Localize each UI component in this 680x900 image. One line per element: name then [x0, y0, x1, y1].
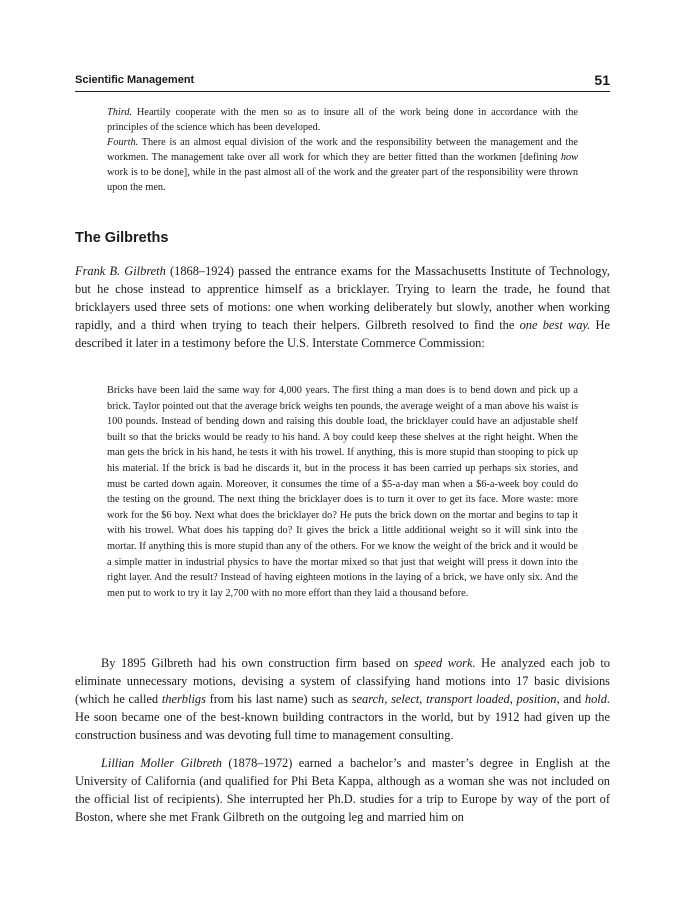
- one-best-way: one best way.: [519, 318, 591, 332]
- para2-text-b: He analyzed each job to eliminate unnecessary motions, devising a system of classifying hand motions into 17 basic divisions (which he called: [75, 656, 610, 706]
- term-hold: hold: [584, 692, 607, 706]
- lillian-name: Lillian Moller Gilbreth: [101, 756, 223, 770]
- sep4: , and: [556, 692, 585, 706]
- para2-text-a: By 1895 Gilbreth had his own construction firm based on: [101, 656, 414, 670]
- quote-third-paragraph: [107, 105, 578, 135]
- fourth-text-b: work is to be done], while in the past almost all of the work and the greater part of the responsibility were thrown upon the men.: [107, 167, 578, 193]
- speed-work: speed work.: [413, 656, 476, 670]
- sep1: ,: [384, 692, 392, 706]
- term-transport-loaded: transport loaded: [426, 692, 510, 706]
- term-position: position: [516, 692, 557, 706]
- fourth-text-a: There is an almost equal division of the work and the responsibility between the management and the workmen. The management take over all work for which they are better fitted than the workmen [defining: [107, 137, 578, 163]
- paragraph-frank-gilbreth: [75, 262, 610, 352]
- header-rule: [75, 91, 610, 92]
- para1-text-b: He described it later in a testimony before the U.S. Interstate Commerce Commission:: [75, 318, 611, 350]
- section-heading: The Gilbreths: [75, 230, 169, 246]
- term-select: select: [391, 692, 420, 706]
- block-quote-gilbreth: Bricks have been laid the same way for 4,000 years. The first thing a man does is to bend down and pick up a brick. Taylor pointed out that the average brick weighs ten pounds, the average weight of a man above his waist is 100 pounds. Instead of bending down and raising this double load, the bricklayer could have an adjustable shelf built so that the bricks would be ready to his hand. A boy could keep these shelves at the right height. When the man gets the brick in his hand, he tests it with his trowel. If anything, this is more stupid than stooping to pick up his material. If the brick is bad he discards it, but in the process it has been carried up perhaps six stories, and must be carted down again. Moreover, it consumes the time of a $5-a-day man when a $6-a-week boy could do the testing on the ground. The next thing the bricklayer does is to turn it over to get its face. More waste: more work for the $6 boy. Next what does the bricklayer do? He puts the brick down on the mortar and begins to tap it with his trowel. What does his tapping do? It gives the brick a little additional weight so it will sink into the mortar. If anything this is more stupid than any of the others. For we know the weight of the brick and it would be a simple matter in industrial physics to have the mortar mixed so that just that weight will press it down into the right layer. And the result? Instead of having eighteen motions in the laying of a brick, we have only six. And the men put to work to try it lay 2,700 with no more effort than they laid a thousand before.: [107, 385, 578, 599]
- block-quote-taylor: [107, 105, 578, 195]
- fourth-label: Fourth.: [107, 137, 139, 148]
- sep2: ,: [419, 692, 427, 706]
- therbligs: therbligs: [161, 692, 206, 706]
- frank-name: Frank B. Gilbreth: [75, 264, 166, 278]
- running-header: [75, 72, 610, 92]
- quote-fourth-paragraph: [107, 135, 578, 195]
- fourth-text-how: how: [560, 152, 578, 163]
- third-label: Third.: [107, 107, 133, 118]
- paragraph-speed-work: [75, 654, 610, 744]
- term-search: search: [351, 692, 385, 706]
- para2-text-d: . He soon became one of the best-known building contractors in the world, but by 1912 had given up the construction business and was devoting full time to management consulting.: [75, 692, 611, 742]
- third-text: Heartily cooperate with the men so as to insure all of the work being done in accordance with the principles of the science which has been developed.: [107, 107, 578, 133]
- sep3: ,: [509, 692, 517, 706]
- para3-text: (1878–1972) earned a bachelor’s and master’s degree in English at the University of California (and qualified for Phi Beta Kappa, although as a woman she was not included on the official list of recipients). She interrupted her Ph.D. studies for a trip to Europe by way of the port of Boston, where she met Frank Gilbreth on the outgoing leg and married him on: [75, 756, 611, 824]
- para2-text-c: from his last name) such as: [205, 692, 352, 706]
- paragraph-lillian-gilbreth: [75, 754, 610, 826]
- running-title: Scientific Management: [75, 74, 195, 86]
- page-number: 51: [594, 72, 610, 88]
- para1-text-a: (1868–1924) passed the entrance exams for the Massachusetts Institute of Technology, but he chose instead to apprentice himself as a bricklayer. Trying to learn the trade, he found that bricklayers used three sets of motions: one when working deliberately but slowly, another when working rapidly, and a third when trying to teach their helpers. Gilbreth resolved to find the: [75, 264, 610, 332]
